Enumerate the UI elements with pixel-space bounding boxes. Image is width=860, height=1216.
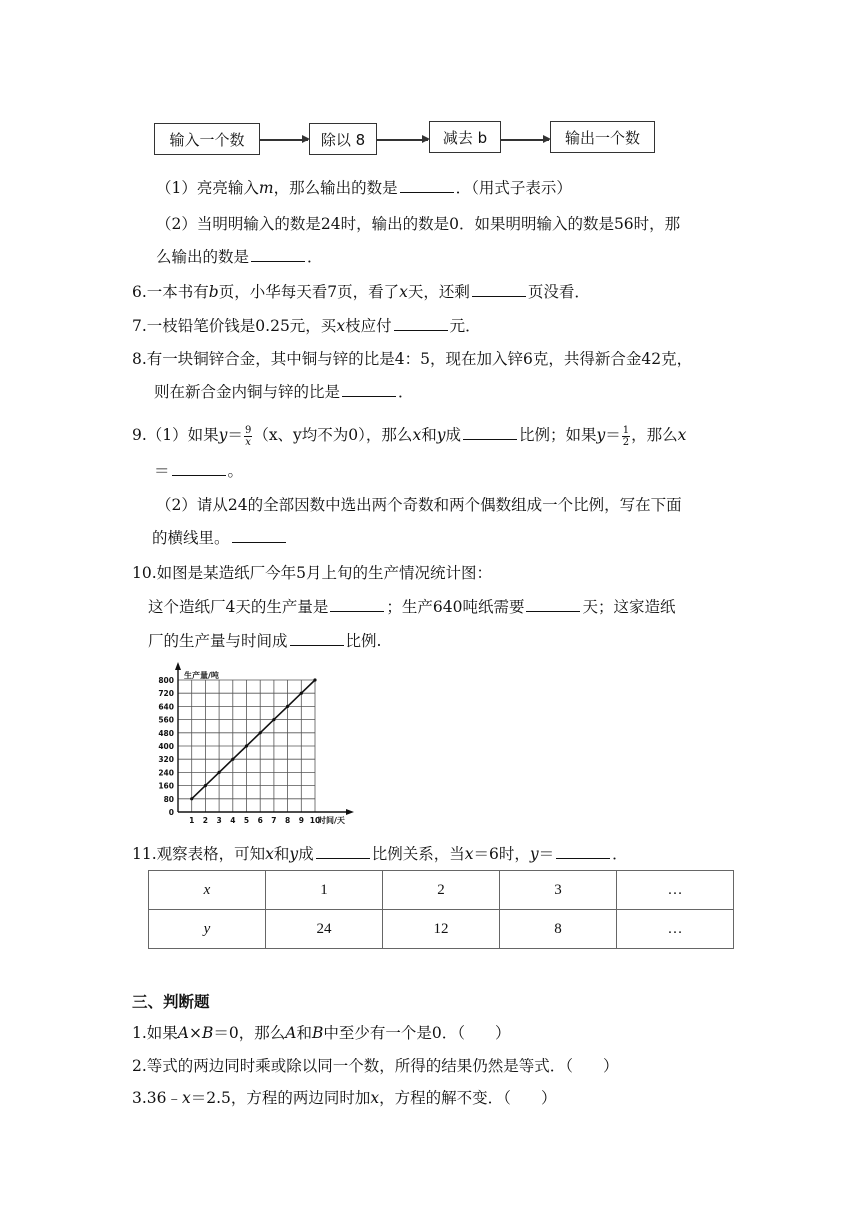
x-tick-label: 6 bbox=[257, 816, 263, 825]
data-point bbox=[218, 771, 221, 774]
q6: 6.一本书有b页，小华每天看7页，看了x天，还剩 页没看． bbox=[132, 283, 590, 301]
flow-arrow bbox=[260, 139, 308, 141]
y-tick-label: 160 bbox=[158, 781, 174, 791]
y-tick-label: 400 bbox=[158, 742, 174, 751]
q5-part2-line1: （2）当明明输入的数是24时，输出的数是0．如果明明输入的数是56时，那 bbox=[156, 215, 681, 233]
x-tick-label: 2 bbox=[202, 816, 209, 825]
table-cell: … bbox=[617, 910, 734, 949]
data-point bbox=[231, 758, 234, 761]
y-tick-label: 720 bbox=[158, 689, 174, 699]
answer-blank[interactable] bbox=[556, 843, 610, 859]
x-tick-label: 9 bbox=[298, 816, 304, 825]
judgement-3: 3.36﹣x＝2.5，方程的两边同时加x，方程的解不变．（ ） bbox=[132, 1089, 557, 1107]
table-cell: … bbox=[617, 871, 734, 910]
x-tick-label: 5 bbox=[243, 816, 250, 825]
q7: 7.一枝铅笔价钱是0.25元，买x枝应付 元． bbox=[132, 317, 481, 335]
q10-line3: 厂的生产量与时间成 比例. bbox=[148, 632, 382, 650]
flow-arrow bbox=[377, 139, 428, 141]
flow-box-subtract: 减去 b bbox=[429, 121, 501, 153]
x-tick-label: 1 bbox=[189, 816, 195, 825]
answer-blank[interactable] bbox=[172, 460, 226, 476]
data-point bbox=[245, 744, 248, 747]
x-tick-label: 10 bbox=[309, 816, 321, 825]
y-tick-label: 320 bbox=[158, 755, 174, 765]
x-axis-arrow-icon bbox=[346, 809, 354, 815]
y-tick-label: 560 bbox=[158, 715, 174, 725]
q8-line1: 8.有一块铜锌合金，其中铜与锌的比是4：5，现在加入锌6克，共得新合金42克， bbox=[132, 350, 693, 368]
y-axis-label: 生产量/吨 bbox=[184, 671, 219, 680]
q10-line1: 10.如图是某造纸厂今年5月上旬的生产情况统计图： bbox=[132, 564, 493, 582]
answer-blank[interactable] bbox=[316, 843, 370, 859]
data-point bbox=[190, 797, 193, 800]
fraction-9-over-x: $\frac{9}{x}$ bbox=[244, 424, 252, 448]
x-tick-label: 4 bbox=[230, 816, 236, 825]
data-point bbox=[286, 705, 289, 708]
q10-line2: 这个造纸厂4天的生产量是 ；生产640吨纸需要 天；这家造纸 bbox=[148, 598, 676, 616]
answer-blank[interactable] bbox=[394, 315, 448, 331]
answer-blank[interactable] bbox=[330, 596, 384, 612]
table-row bbox=[149, 871, 734, 910]
data-point bbox=[259, 731, 262, 734]
x-tick-label: 7 bbox=[271, 816, 277, 825]
answer-blank[interactable] bbox=[251, 246, 305, 262]
answer-blank[interactable] bbox=[290, 630, 344, 646]
table-cell: y bbox=[149, 910, 266, 949]
answer-blank[interactable] bbox=[400, 177, 454, 193]
table-cell: 12 bbox=[383, 910, 500, 949]
y-tick-label: 800 bbox=[158, 676, 174, 685]
y-axis-arrow-icon bbox=[175, 662, 181, 670]
answer-blank[interactable] bbox=[472, 281, 526, 297]
series-line bbox=[192, 680, 315, 799]
production-line-chart bbox=[140, 660, 360, 832]
flow-box-input: 输入一个数 bbox=[154, 123, 260, 155]
table-cell: 1 bbox=[266, 871, 383, 910]
q5-part2-line2: 么输出的数是 ． bbox=[156, 248, 323, 266]
y-tick-label: 480 bbox=[158, 728, 174, 738]
data-point bbox=[300, 692, 303, 695]
answer-blank[interactable] bbox=[232, 527, 286, 543]
data-point bbox=[272, 718, 275, 721]
y-tick-label: 80 bbox=[163, 794, 174, 804]
y-tick-label: 640 bbox=[158, 702, 174, 712]
q9-part1-line1: 9.（1）如果y＝ $\frac{9}{x}$ （x、y均不为0），那么x和y成 比例；如果y＝ $\frac{1}{2}$ ，那么x bbox=[132, 424, 687, 448]
flow-box-divide: 除以 8 bbox=[309, 123, 377, 155]
x-tick-label: 3 bbox=[216, 816, 222, 825]
flow-arrow bbox=[501, 139, 549, 141]
q8-line2: 则在新合金内铜与锌的比是 ． bbox=[154, 383, 414, 401]
judgement-2: 2.等式的两边同时乘或除以同一个数，所得的结果仍然是等式．（ ） bbox=[132, 1057, 619, 1075]
table-cell: 8 bbox=[500, 910, 617, 949]
q9-part1-line2: ＝ 。 bbox=[154, 462, 244, 480]
data-point bbox=[204, 784, 207, 787]
flow-box-output: 输出一个数 bbox=[550, 121, 655, 153]
table-row bbox=[149, 910, 734, 949]
data-point bbox=[313, 678, 316, 681]
q9-part2-line1: （2）请从24的全部因数中选出两个奇数和两个偶数组成一个比例，写在下面 bbox=[156, 496, 682, 514]
table-cell: 3 bbox=[500, 871, 617, 910]
q5-part1: （1）亮亮输入m，那么输出的数是 ．（用式子表示） bbox=[156, 179, 572, 197]
section-title-judgement: 三、判断题 bbox=[132, 993, 210, 1011]
answer-blank[interactable] bbox=[526, 596, 580, 612]
fraction-1-over-2: $\frac{1}{2}$ bbox=[622, 424, 630, 448]
q11: 11.观察表格，可知x和y成 比例关系，当x＝6时，y＝ ． bbox=[132, 845, 628, 863]
table-cell: x bbox=[149, 871, 266, 910]
q9-part2-line2: 的横线里。 bbox=[152, 527, 288, 549]
x-axis-label: 时间/天 bbox=[318, 816, 345, 825]
xy-table bbox=[148, 870, 734, 949]
answer-blank[interactable] bbox=[342, 381, 396, 397]
y-tick-label: 240 bbox=[158, 768, 174, 778]
judgement-1: 1.如果A×B＝0，那么A和B中至少有一个是0．（ ） bbox=[132, 1024, 511, 1042]
x-tick-label: 8 bbox=[284, 816, 291, 825]
table-cell: 2 bbox=[383, 871, 500, 910]
answer-blank[interactable] bbox=[463, 424, 517, 440]
y-tick-label: 0 bbox=[168, 808, 174, 817]
table-cell: 24 bbox=[266, 910, 383, 949]
